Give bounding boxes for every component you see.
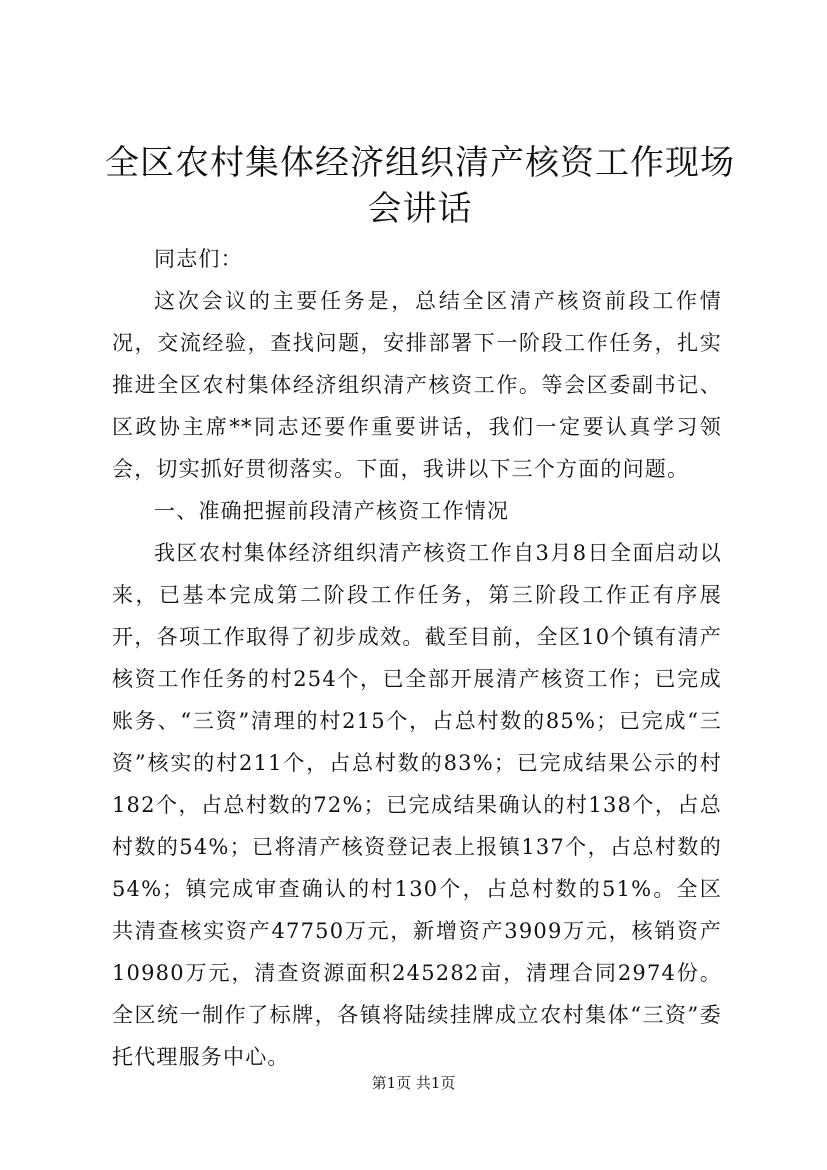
paragraph-intro: 这次会议的主要任务是，总结全区清产核资前段工作情况，交流经验，查找问题，安排部署下一阶段工作任务，扎实推进全区农村集体经济组织清产核资工作。等会区委副书记、区政协主席**同志还要作重要讲话，我们一定要认真学习领会，切实抓好贯彻落实。下面，我讲以下三个方面的问题。 bbox=[112, 289, 722, 481]
document-title: 全区农村集体经济组织清产核资工作现场会讲话 bbox=[105, 143, 735, 229]
page-number: 第1页 共1页 bbox=[371, 1074, 456, 1092]
section-heading-1: 一、准确把握前段清产核资工作情况 bbox=[154, 499, 510, 523]
paragraph-progress: 我区农村集体经济组织清产核资工作自3月8日全面启动以来，已基本完成第二阶段工作任务，第三阶段工作正有序展开，各项工作取得了初步成效。截至目前，全区10个镇有清产核资工作任务的村254个，已全部开展清产核资工作；已完成账务、“三资”清理的村215个，占总村数的85%；已完成“三资”核实的村211个，占总村数的83%；已完成结果公示的村182个，占总村数的72%；已完成结果确认的村138个，占总村数的54%；已将清产核资登记表上报镇137个，占总村数的54%；镇完成审查确认的村130个，占总村数的51%。全区共清查核实资产47750万元，新增资产3909万元，核销资产10980万元，清查资源面积245282亩，清理合同2974份。全区统一制作了标牌，各镇将陆续挂牌成立农村集体“三资”委托代理服务中心。 bbox=[112, 541, 722, 1069]
document-body bbox=[112, 238, 722, 1078]
salutation: 同志们： bbox=[154, 247, 243, 271]
